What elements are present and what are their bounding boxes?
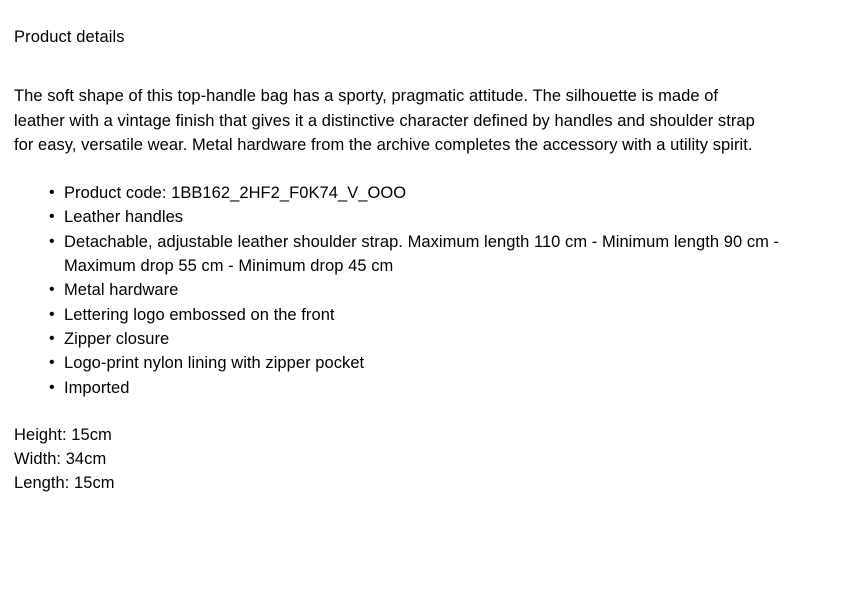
product-features-list <box>14 181 818 400</box>
product-description: The soft shape of this top-handle bag has a sporty, pragmatic attitude. The silhouette is made of leather with a vintage finish that gives it a distinctive character defined by handles and shoulder strap for easy, versatile wear. Metal hardware from the archive completes the accessory with a utility spirit. <box>14 87 755 154</box>
list-item: • Detachable, adjustable leather shoulder strap. Maximum length 110 cm - Minimum length 90 cm - Maximum drop 55 cm - Minimum drop 45 cm <box>50 230 818 279</box>
list-item: • Zipper closure <box>50 327 818 351</box>
list-item: • Lettering logo embossed on the front <box>50 303 818 327</box>
list-item: • Leather handles <box>50 205 818 229</box>
dimension-height: Height: 15cm <box>14 425 112 444</box>
dimension-width: Width: 34cm <box>14 450 107 469</box>
dimension-length: Length: 15cm <box>14 474 115 493</box>
product-dimensions <box>14 423 844 496</box>
list-item: • Logo-print nylon lining with zipper pocket <box>50 351 818 375</box>
list-item: • Metal hardware <box>50 278 818 302</box>
list-item: • Imported <box>50 376 818 400</box>
list-item: • Product code: 1BB162_2HF2_F0K74_V_OOO <box>50 181 818 205</box>
page-title: Product details <box>14 28 125 46</box>
